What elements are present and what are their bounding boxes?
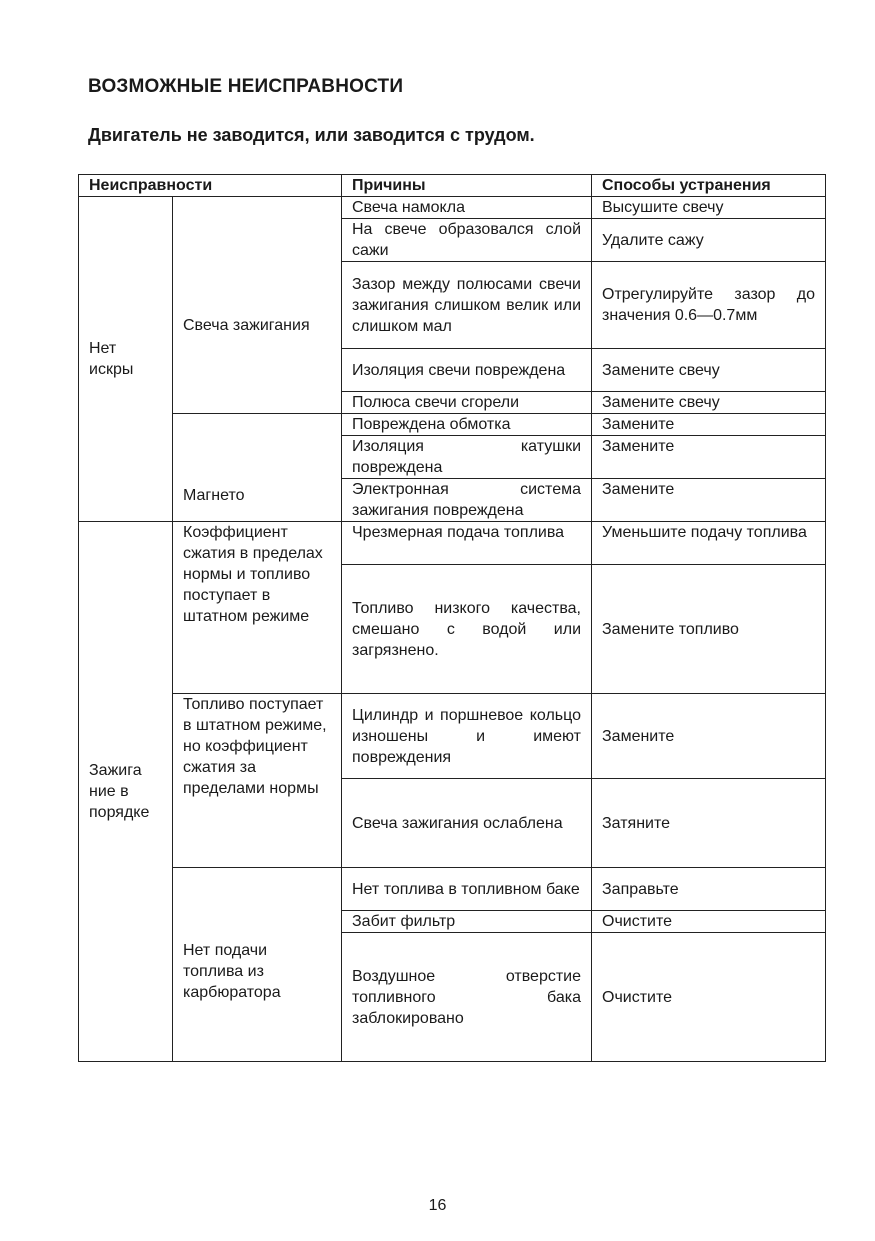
fix-cell: Замените свечу (592, 392, 826, 414)
page-number: 16 (428, 1197, 447, 1214)
cause-cell: Изоляция свечи повреждена (342, 349, 592, 392)
page-title: ВОЗМОЖНЫЕ НЕИСПРАВНОСТИ (88, 76, 404, 97)
cause-cell: На свече образовался слой сажи (342, 219, 592, 262)
table-header-row (79, 175, 826, 197)
fault-sub-no-fuel: Нет подачи топлива из карбюратора (173, 868, 342, 1062)
header-fault: Неисправности (79, 175, 342, 197)
fix-cell: Заправьте (592, 868, 826, 911)
fix-cell: Замените (592, 436, 826, 479)
header-cause: Причины (342, 175, 592, 197)
section-subtitle: Двигатель не заводится, или заводится с трудом. (88, 125, 535, 145)
cause-cell: Свеча намокла (342, 197, 592, 219)
fix-cell: Очистите (592, 933, 826, 1062)
fix-cell: Очистите (592, 911, 826, 933)
table-row (79, 414, 826, 436)
cause-cell: Воздушное отверстие топливного бака заблокировано (342, 933, 592, 1062)
fault-sub-magneto: Магнето (173, 414, 342, 522)
fault-group-no-spark: Нет искры (79, 197, 173, 522)
fault-sub-spark-plug: Свеча зажигания (173, 197, 342, 414)
fault-sub-compression-ok: Коэффициент сжатия в пределах нормы и топливо поступает в штатном режиме (173, 522, 342, 694)
fix-cell: Замените топливо (592, 565, 826, 694)
cause-cell: Электронная система зажигания повреждена (342, 479, 592, 522)
fix-cell: Затяните (592, 779, 826, 868)
cause-cell: Цилиндр и поршневое кольцо изношены и имеют повреждения (342, 694, 592, 779)
cause-cell: Чрезмерная подача топлива (342, 522, 592, 565)
header-fix: Способы устранения (592, 175, 826, 197)
cause-cell: Нет топлива в топливном баке (342, 868, 592, 911)
fix-cell: Отрегулируйте зазор до значения 0.6—0.7мм (592, 262, 826, 349)
fault-group-ignition-ok: Зажига ние в порядке (79, 522, 173, 1062)
fault-sub-compression-bad: Топливо поступает в штатном режиме, но коэффициент сжатия за пределами нормы (173, 694, 342, 868)
cause-cell: Изоляция катушки повреждена (342, 436, 592, 479)
table-row (79, 522, 826, 565)
cause-cell: Забит фильтр (342, 911, 592, 933)
fix-cell: Удалите сажу (592, 219, 826, 262)
cause-cell: Полюса свечи сгорели (342, 392, 592, 414)
fix-cell: Замените (592, 479, 826, 522)
cause-cell: Свеча зажигания ослаблена (342, 779, 592, 868)
fix-cell: Высушите свечу (592, 197, 826, 219)
table-row (79, 197, 826, 219)
fix-cell: Замените (592, 694, 826, 779)
troubleshooting-table (78, 174, 826, 1062)
table-row (79, 868, 826, 911)
cause-cell: Повреждена обмотка (342, 414, 592, 436)
cause-cell: Топливо низкого качества, смешано с водой или загрязнено. (342, 565, 592, 694)
fix-cell: Замените свечу (592, 349, 826, 392)
cause-cell: Зазор между полюсами свечи зажигания слишком велик или слишком мал (342, 262, 592, 349)
fix-cell: Уменьшите подачу топлива (592, 522, 826, 565)
fix-cell: Замените (592, 414, 826, 436)
table-row (79, 694, 826, 779)
